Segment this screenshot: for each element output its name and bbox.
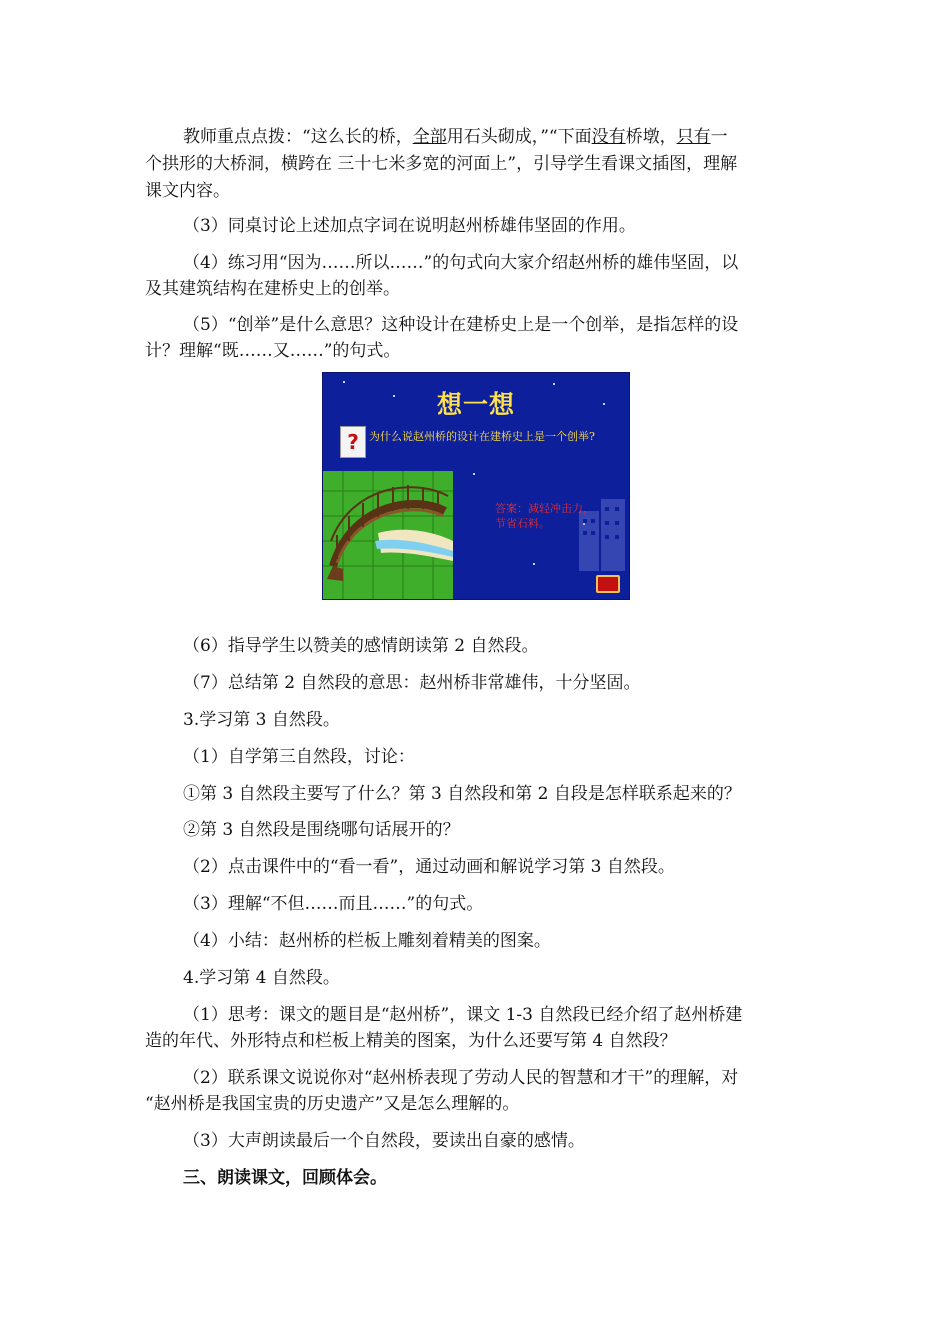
paragraph-line: （6）指导学生以赞美的感情朗读第 2 自然段。: [183, 636, 539, 656]
underlined-word: 全部: [412, 127, 447, 147]
paragraph-line: 4.学习第 4 自然段。: [183, 968, 340, 988]
paragraph-line: 计？理解“既……又……”的句式。: [145, 341, 401, 361]
paragraph-line: [183, 125, 728, 149]
paragraph-line: 及其建筑结构在建桥史上的创举。: [145, 279, 400, 299]
text-run: 一: [710, 127, 728, 147]
paragraph-line: （5）“创举”是什么意思？这种设计在建桥史上是一个创举，是指怎样的设: [183, 315, 739, 335]
paragraph-line: 3.学习第 3 自然段。: [183, 710, 340, 730]
paragraph-line: 课文内容。: [145, 181, 230, 201]
paragraph-line: ①第 3 自然段主要写了什么？第 3 自然段和第 2 自段是怎样联系起来的？: [183, 784, 741, 804]
slide-next-button[interactable]: [596, 575, 620, 593]
paragraph-line: （2）点击课件中的“看一看”，通过动画和解说学习第 3 自然段。: [183, 857, 675, 877]
section-heading: 三、朗读课文，回顾体会。: [183, 1168, 387, 1188]
slide-answer: 答案：减轻冲击力，节省石料。: [495, 502, 594, 530]
paragraph-line: （3）大声朗读最后一个自然段，要读出自豪的感情。: [183, 1131, 585, 1151]
paragraph-line: 个拱形的大桥洞，横跨在 三十七米多宽的河面上”，引导学生看课文插图，理解: [145, 154, 738, 174]
courseware-slide-image: [322, 372, 630, 600]
paragraph-line: （3）理解“不但……而且……”的句式。: [183, 894, 484, 914]
paragraph-line: （1）自学第三自然段，讨论：: [183, 747, 415, 767]
paragraph-line: （4）练习用“因为……所以……”的句式向大家介绍赵州桥的雄伟坚固，以: [183, 253, 739, 273]
paragraph-line: ②第 3 自然段是围绕哪句话展开的？: [183, 820, 460, 840]
paragraph-line: “赵州桥是我国宝贵的历史遗产”又是怎么理解的。: [145, 1094, 520, 1114]
underlined-word: 没有: [591, 127, 626, 147]
slide-question: 为什么说赵州桥的设计在建桥史上是一个创举?: [369, 430, 595, 443]
underlined-word: 只有: [676, 127, 711, 147]
bridge-illustration: [323, 471, 453, 599]
text-run: 用石头砌成，”“下面: [446, 127, 592, 147]
paragraph-line: （3）同桌讨论上述加点字词在说明赵州桥雄伟坚固的作用。: [183, 216, 636, 236]
paragraph-line: 造的年代、外形特点和栏板上精美的图案，为什么还要写第 4 自然段？: [145, 1031, 677, 1051]
paragraph-line: （4）小结：赵州桥的栏板上雕刻着精美的图案。: [183, 931, 551, 951]
question-mark-icon: ?: [340, 426, 366, 458]
paragraph-line: （7）总结第 2 自然段的意思：赵州桥非常雄伟，十分坚固。: [183, 673, 641, 693]
paragraph-line: （1）思考：课文的题目是“赵州桥”，课文 1-3 自然段已经介绍了赵州桥建: [183, 1005, 743, 1025]
text-run: 教师重点点拨：“这么长的桥，: [183, 127, 413, 147]
paragraph-line: （2）联系课文说说你对“赵州桥表现了劳动人民的智慧和才干”的理解，对: [183, 1068, 739, 1088]
text-run: 桥墩，: [625, 127, 677, 147]
slide-title: 想一想: [436, 390, 515, 419]
